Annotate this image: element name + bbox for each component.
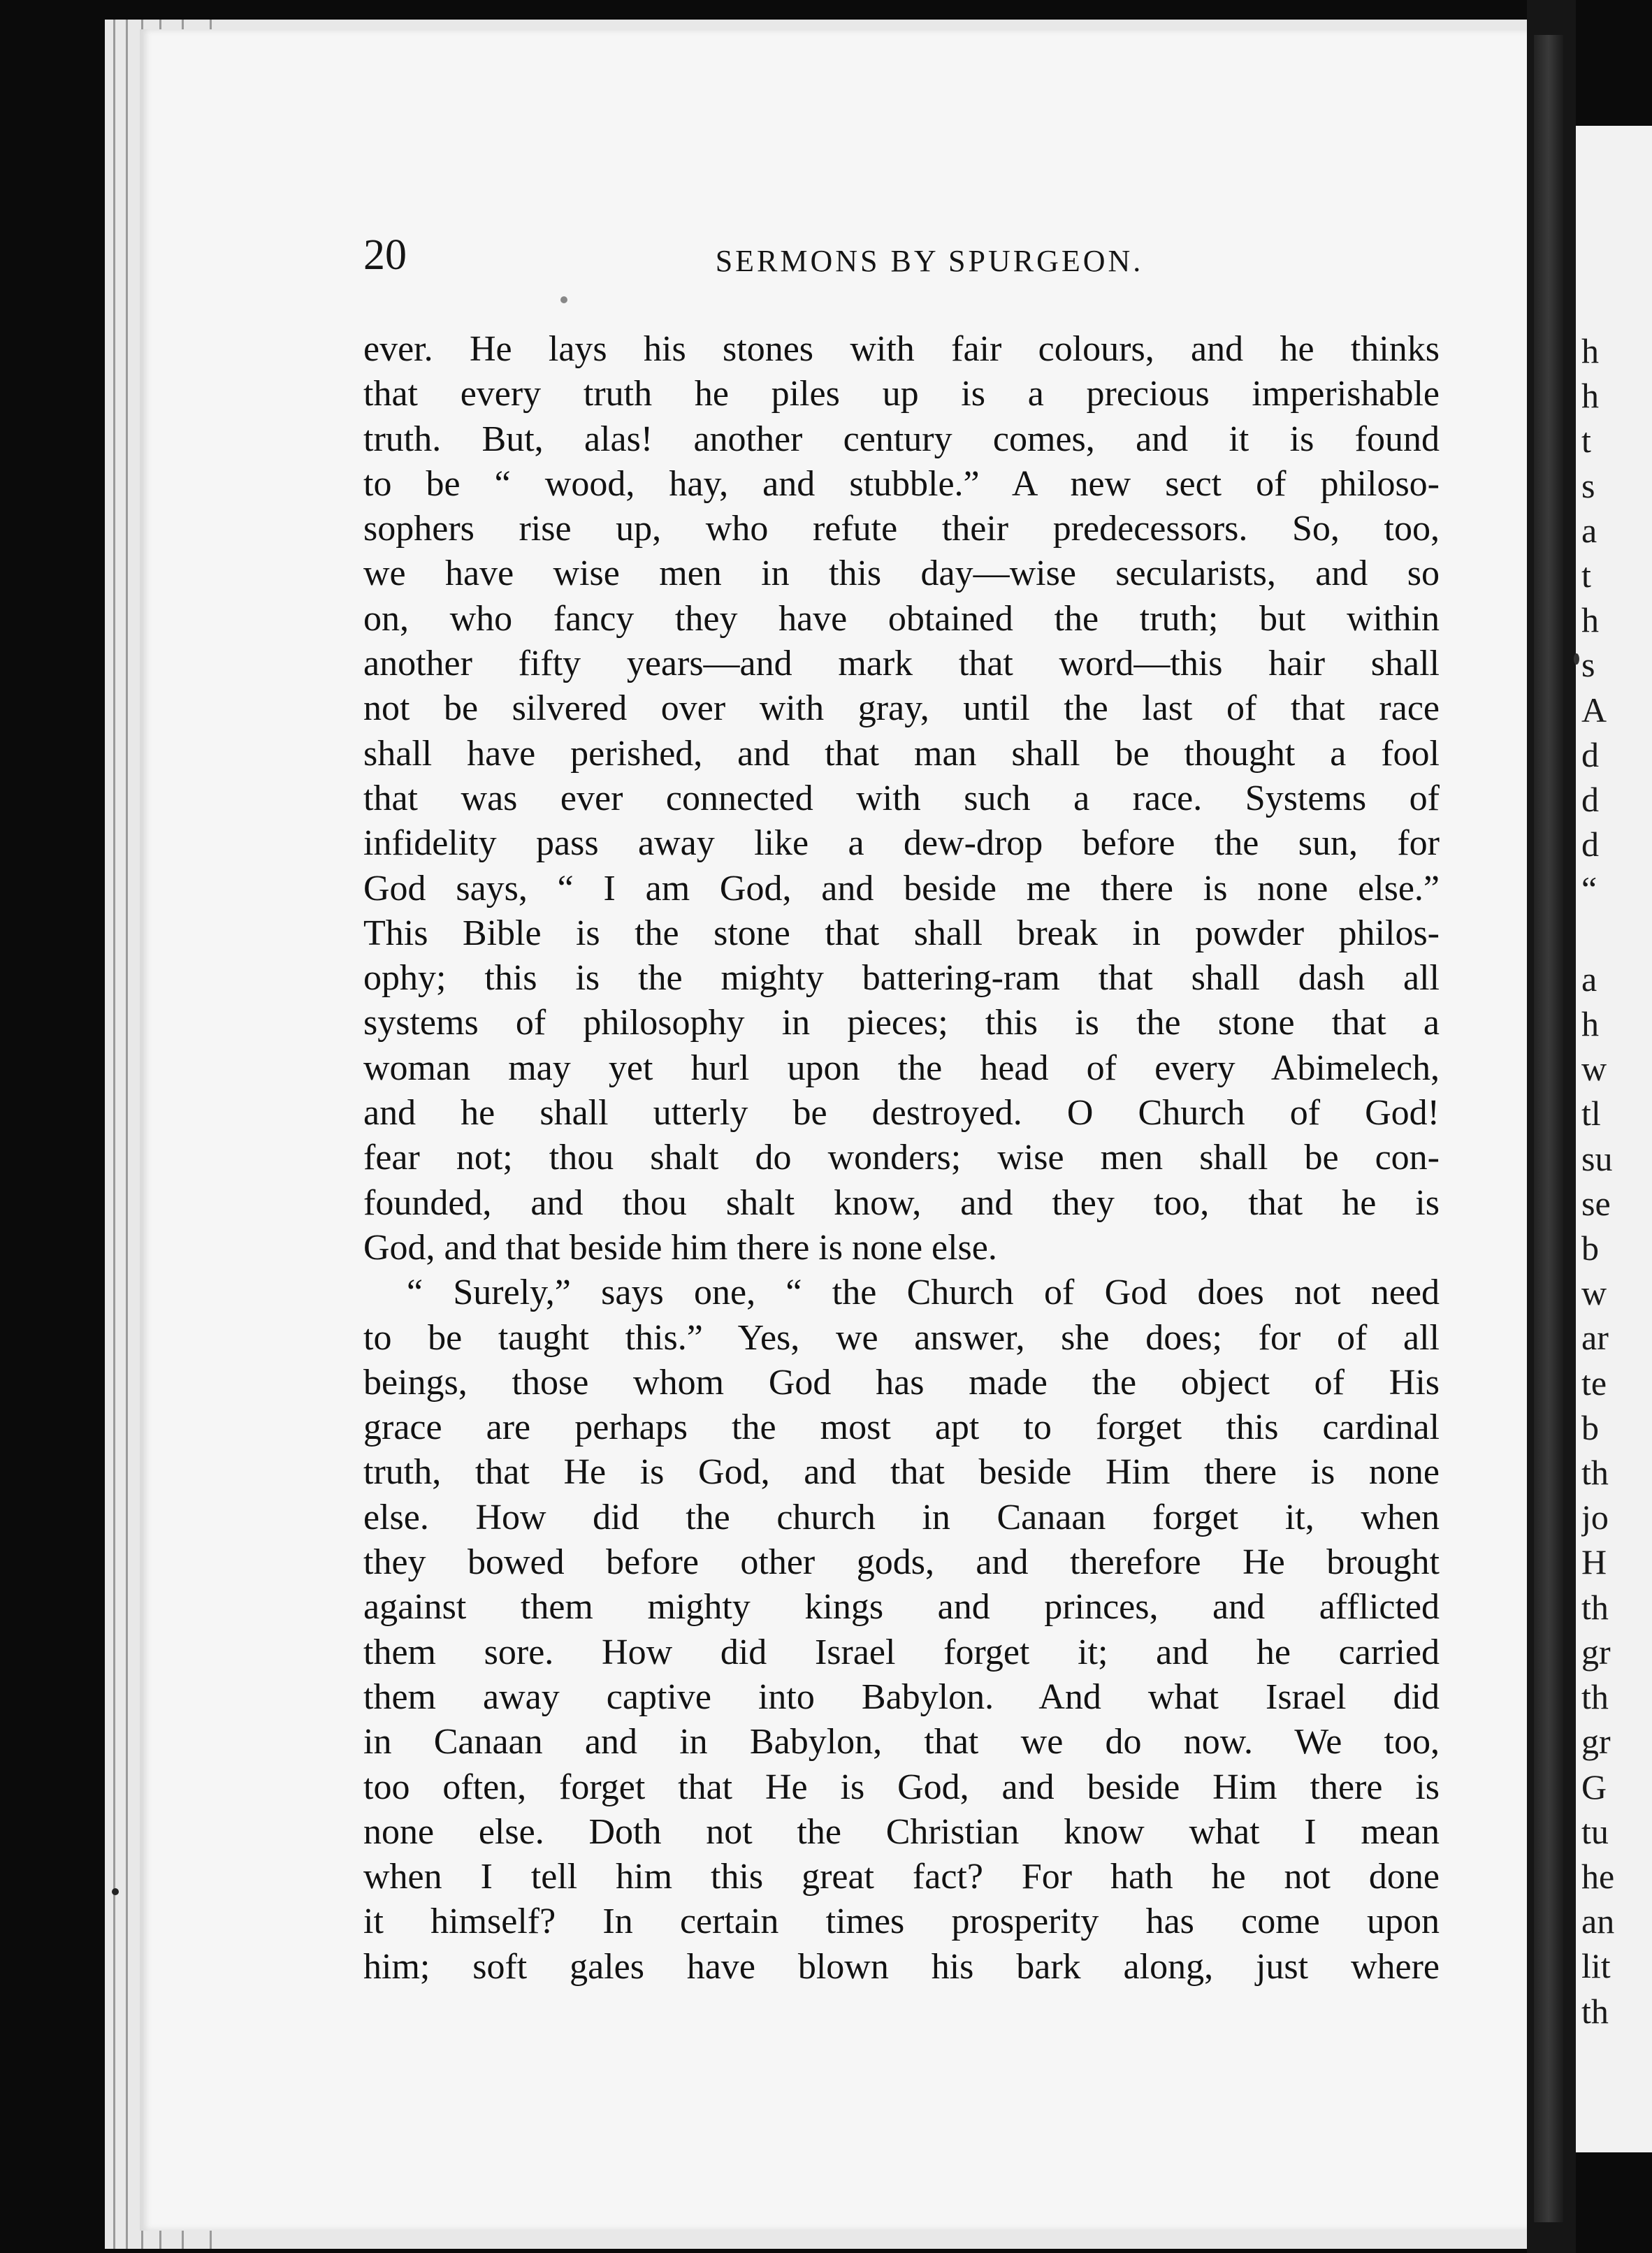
text-line: ophy; this is the mighty battering-ram that shall dash all: [363, 958, 1440, 999]
page-number: 20: [363, 231, 407, 279]
scan-speck: [112, 1888, 119, 1895]
text-line: “ Surely,” says one, “ the Church of God does not need: [407, 1273, 1440, 1313]
text-line: truth. But, alas! another century comes, and it is found: [363, 419, 1440, 459]
text-line: truth, that He is God, and that beside Him there is none: [363, 1452, 1440, 1493]
text-line: shall have perished, and that man shall be thought a fool: [363, 733, 1440, 774]
text-line: against them mighty kings and princes, and afflicted: [363, 1587, 1440, 1628]
text-line: to be “ wood, hay, and stubble.” A new sect of philoso-: [363, 463, 1440, 504]
text-line: God says, “ I am God, and beside me there is none else.”: [363, 868, 1440, 908]
scan-speck: [560, 296, 567, 303]
scan-speck: [1574, 653, 1579, 665]
text-line: that was ever connected with such a race. Systems of: [363, 778, 1440, 818]
facing-page-fragments: h h t s a t h s A d d d “ a h w tl su se b w ar te b th jo H th gr th gr G tu he an lit th: [1581, 331, 1615, 2031]
text-line: beings, those whom God has made the object of His: [363, 1362, 1440, 1403]
text-line: them sore. How did Israel forget it; and he carried: [363, 1632, 1440, 1672]
gutter-shadow: [1534, 35, 1563, 2222]
text-line: not be silvered over with gray, until the last of that race: [363, 688, 1440, 729]
text-line: on, who fancy they have obtained the truth; but within: [363, 598, 1440, 639]
text-line: him; soft gales have blown his bark along, just where: [363, 1946, 1440, 1987]
text-line: too often, forget that He is God, and beside Him there is: [363, 1767, 1440, 1807]
text-line: they bowed before other gods, and therefore He brought: [363, 1542, 1440, 1583]
text-line: systems of philosophy in pieces; this is the stone that a: [363, 1003, 1440, 1043]
text-line: that every truth he piles up is a precious imperishable: [363, 374, 1440, 414]
text-line: else. How did the church in Canaan forget it, when: [363, 1497, 1440, 1537]
text-line: to be taught this.” Yes, we answer, she does; for of all: [363, 1317, 1440, 1358]
text-line: we have wise men in this day—wise secularists, and so: [363, 553, 1440, 594]
text-line: woman may yet hurl upon the head of every Abimelech,: [363, 1048, 1440, 1088]
text-line: them away captive into Babylon. And what Israel did: [363, 1676, 1440, 1717]
text-line: another fifty years—and mark that word—this hair shall: [363, 644, 1440, 684]
running-head: SERMONS BY SPURGEON.: [715, 244, 1144, 278]
page-header: [363, 231, 1440, 287]
text-line: ever. He lays his stones with fair colours, and he thinks: [363, 329, 1440, 369]
text-line: when I tell him this great fact? For hath he not done: [363, 1857, 1440, 1897]
text-line: in Canaan and in Babylon, that we do now. We too,: [363, 1722, 1440, 1762]
text-line: founded, and thou shalt know, and they too, that he is: [363, 1182, 1440, 1223]
text-line: it himself? In certain times prosperity has come upon: [363, 1901, 1440, 1942]
facing-page-edge: [1576, 126, 1652, 2152]
text-line: sophers rise up, who refute their predecessors. So, too,: [363, 509, 1440, 549]
text-line: God, and that beside him there is none else.: [363, 1227, 997, 1268]
text-line: and he shall utterly be destroyed. O Church of God!: [363, 1093, 1440, 1133]
text-line: fear not; thou shalt do wonders; wise men shall be con-: [363, 1138, 1440, 1178]
text-line: This Bible is the stone that shall break in powder philos-: [363, 913, 1440, 953]
text-line: none else. Doth not the Christian know what I mean: [363, 1811, 1440, 1852]
text-line: grace are perhaps the most apt to forget this cardinal: [363, 1407, 1440, 1448]
text-line: infidelity pass away like a dew-drop before the sun, for: [363, 823, 1440, 864]
body-text: [363, 327, 1440, 1990]
